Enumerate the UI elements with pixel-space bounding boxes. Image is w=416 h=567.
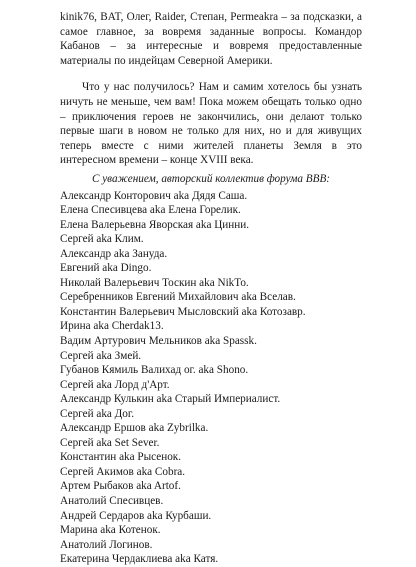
credit-item: Губанов Кямиль Валихад ог. aka Shono. <box>60 364 249 377</box>
credit-item: Андрей Сердаров aka Курбаши. <box>60 509 212 522</box>
credit-item: Константин aka Рысенок. <box>60 451 182 464</box>
credit-item: Александр Кулькин aka Старый Империалист. <box>60 393 281 406</box>
credit-item: Евгений aka Dingo. <box>60 262 152 275</box>
credit-item: Елена Спесивцева aka Елена Горелик. <box>60 204 241 217</box>
credit-item: Сергей aka Лорд д'Арт. <box>60 378 170 391</box>
closing-paragraph: Что у нас получилось? Нам и самим хотелось бы узнать ничуть не меньше, чем вам! Пока можем обещать только одно – приключения героев не закончились, они делают только первые шаги в новом не только для них, но и для живущих теперь вместе с ними жителей планеты Земля в это интересном времени – конце XVIII века. <box>60 81 362 167</box>
credit-item: Екатерина Чердаклиева aka Катя. <box>60 553 219 566</box>
credit-item: Николай Валерьевич Тоскин aka NikTo. <box>60 276 249 289</box>
credit-item: Александр aka Зануда. <box>60 247 168 260</box>
signoff-line: С уважением, авторский коллектив форума ВВВ: <box>91 172 331 185</box>
credit-item: Константин Валерьевич Мысловский aka Котозавр. <box>60 305 306 318</box>
credit-item: Ирина aka Cherdak13. <box>60 320 164 333</box>
credit-item: Александр Ершов aka Zybrilka. <box>60 422 209 435</box>
credit-item: Сергей aka Set Sever. <box>60 436 160 449</box>
page-content <box>60 10 362 567</box>
credits-list <box>60 189 362 567</box>
credit-item: Сергей Акимов aka Cobra. <box>60 465 186 478</box>
credit-item: Александр Конторович aka Дядя Саша. <box>60 189 248 202</box>
credit-item: Вадим Артурович Мельников aka Spassk. <box>60 335 257 347</box>
credit-item: Анатолий Спесивцев. <box>60 495 164 508</box>
credit-item: Анатолий Логинов. <box>60 538 153 551</box>
credit-item: Марина aka Котенок. <box>60 524 161 537</box>
credit-item: Сергей aka Змей. <box>60 349 142 362</box>
paragraph-gap <box>60 68 362 80</box>
credit-item: Сергей aka Дог. <box>60 407 135 420</box>
credit-item: Артем Рыбаков aka Artof. <box>60 480 181 493</box>
credit-item: Сергей aka Клим. <box>60 233 144 246</box>
credit-item: Елена Валерьевна Яворская aka Цинни. <box>60 218 250 231</box>
acknowledgement-paragraph: kinik76, BAT, Олег, Raider, Степан, Permeakra – за подсказки, а самое главное, за вовремя заданные вопросы. Командор Кабанов – за интересные и вовремя предоставленные материалы по индейцам Северной Америки. <box>60 11 362 67</box>
credit-item: Серебренников Евгений Михайлович aka Вселав. <box>60 291 296 304</box>
